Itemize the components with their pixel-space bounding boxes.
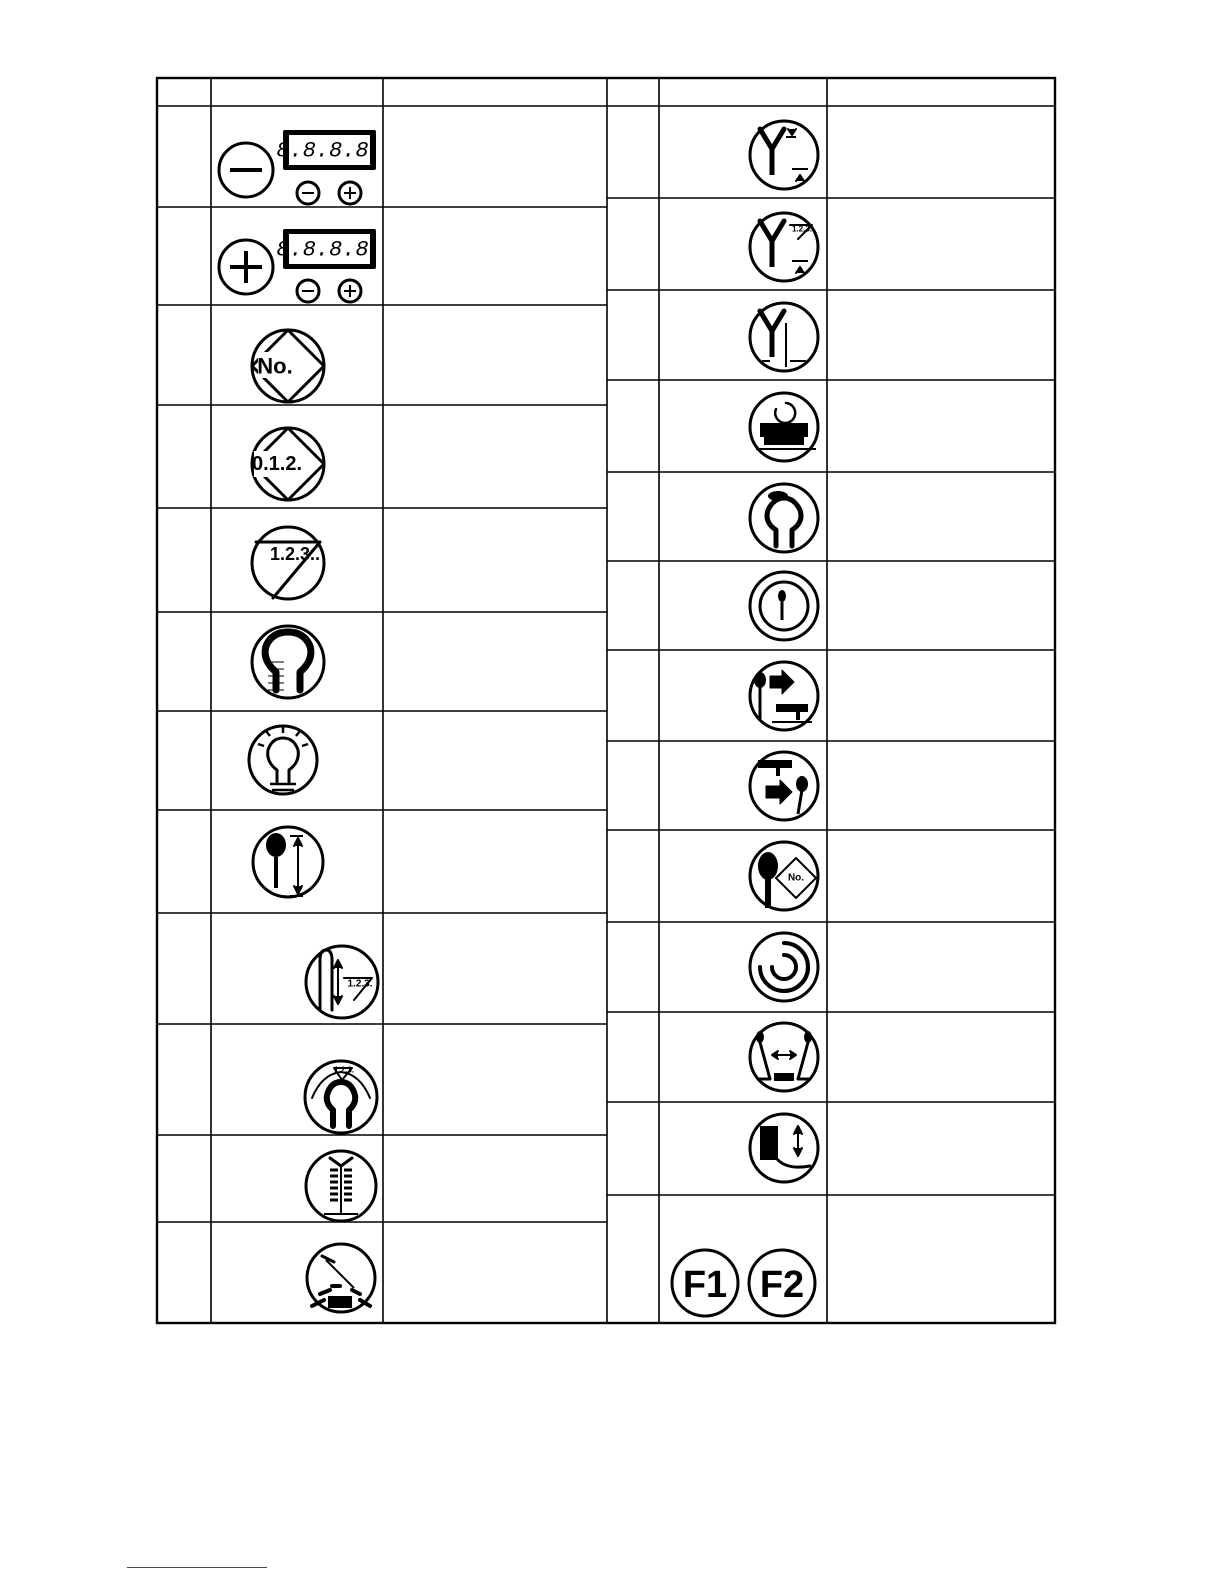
bartack-key-icon [306,1151,376,1221]
counter-key-icon [252,428,324,500]
svg-text:8.8.8.8.: 8.8.8.8. [276,138,382,164]
eyelet-light-key-icon [249,726,317,794]
f1-label: F1 [682,1264,728,1306]
buttonhole-length-param-icon [306,946,378,1018]
y-knife-param-key-icon [750,213,818,281]
start-key-icon [750,572,818,640]
pattern-no-key-icon [252,330,324,402]
y-knife-width-key-icon [750,303,818,371]
y-knife-key-icon [750,121,818,189]
eyelet-angle-param-icon [305,1061,377,1133]
cut-length-key-icon [253,827,323,897]
eyelet-pattern-key-icon [252,626,324,698]
f2-label: F2 [759,1264,805,1306]
stitch-density-key-icon [307,1244,375,1312]
svg-text:1.2.3.: 1.2.3. [333,1065,355,1075]
svg-text:No.: No. [787,872,805,884]
svg-text:1.2.3.: 1.2.3. [791,224,813,234]
svg-text:1.2.3.: 1.2.3. [347,978,373,990]
threading-key-icon [750,933,818,1001]
minus-key-with-display-icon [219,130,382,204]
svg-text:8.8.8.8.: 8.8.8.8. [276,237,382,263]
pattern-register-key-icon [750,842,818,910]
slow-eyelet-key-icon [750,484,818,552]
footer-link[interactable] [127,1553,267,1568]
plus-key-with-display-icon [219,229,382,302]
clamp-width-key-icon [750,1023,818,1091]
door-lift-key-icon [750,1114,818,1182]
svg-text:0.1.2.: 0.1.2. [251,453,303,475]
parameter-123-key-icon [252,527,324,599]
f1-f2-function-keys-icon [672,1250,815,1316]
feed-forward-key-icon [750,662,818,730]
feed-backward-key-icon [750,752,818,820]
machine-reset-key-icon [750,393,818,461]
svg-text:1.2.3..: 1.2.3.. [269,544,321,564]
svg-text:No.: No. [257,353,293,379]
